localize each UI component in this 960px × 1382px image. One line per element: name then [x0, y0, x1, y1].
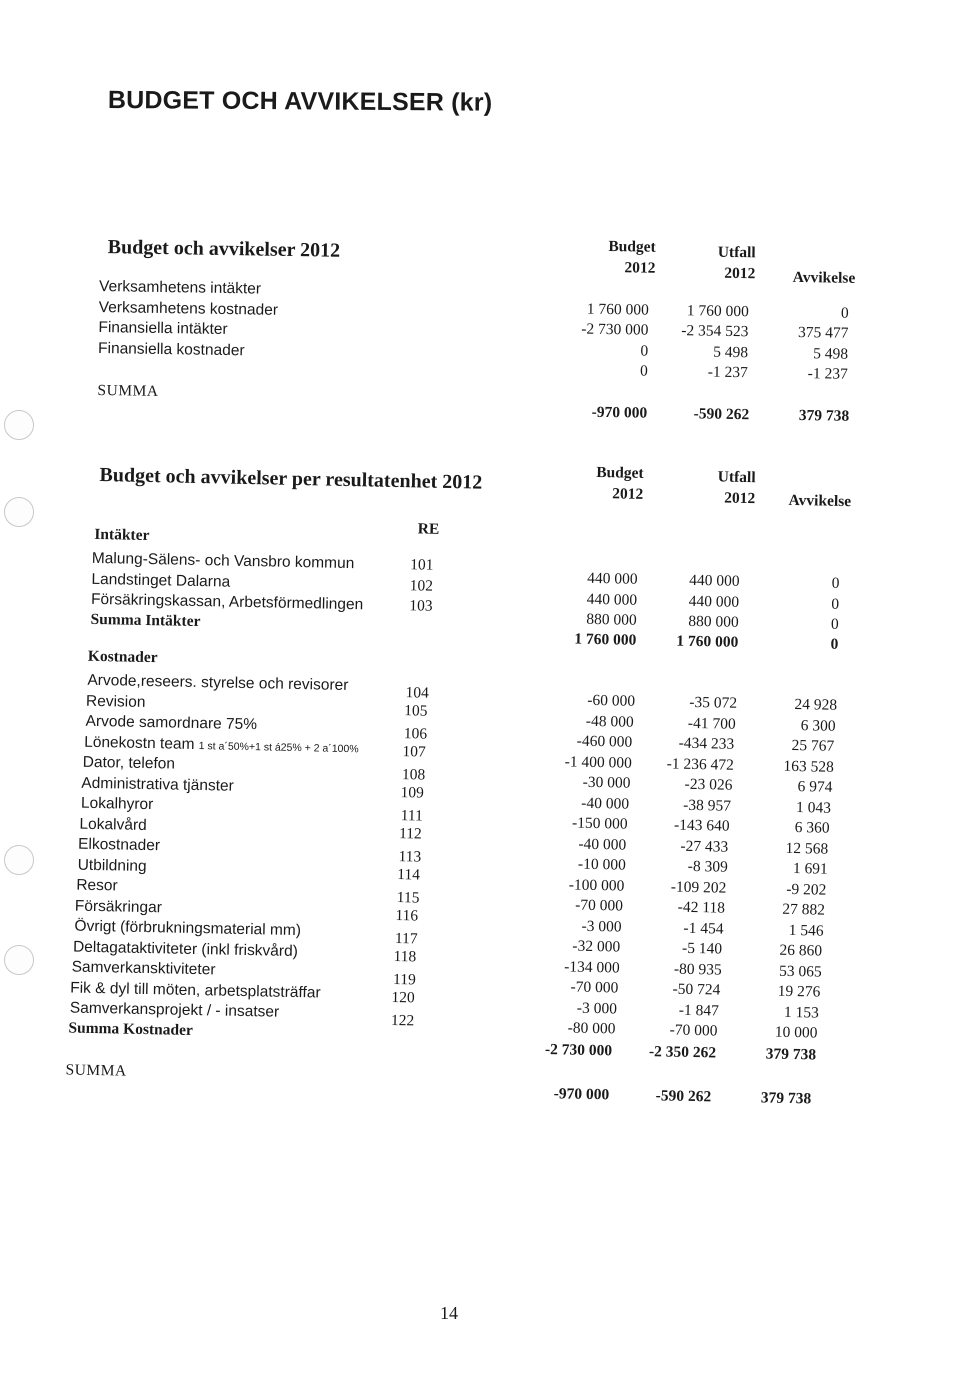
row-budget: -3 000	[576, 999, 618, 1017]
row-budget: -150 000	[571, 814, 628, 833]
row-re: 113	[398, 848, 422, 866]
row-budget: -10 000	[577, 855, 626, 874]
row-label	[75, 897, 162, 917]
income-total-utfall: 1 760 000	[676, 632, 739, 651]
row-budget: 880 000	[586, 610, 637, 629]
row-label: Landstinget Dalarna	[91, 570, 231, 591]
row-label-text: Lokalvård	[79, 815, 147, 834]
row-budget: -48 000	[585, 712, 634, 731]
row-label-text: Arvode,reseers. styrelse och revisorer	[87, 671, 349, 695]
row-utfall: -38 957	[683, 796, 732, 815]
income-header: Intäkter	[94, 525, 150, 545]
detail-total-row	[0, 1060, 948, 1108]
row-avvikelse: 0	[840, 304, 849, 322]
row-label-text: Elkostnader	[77, 835, 161, 855]
row-label	[78, 836, 160, 856]
row-utfall: -8 309	[687, 857, 728, 876]
row-utfall: -42 118	[677, 898, 726, 917]
row-avvikelse: 5 498	[813, 344, 849, 363]
col-avvikelse-header: Avvikelse	[792, 268, 856, 287]
row-utfall: -143 640	[673, 816, 730, 835]
row-re: 119	[392, 970, 416, 989]
row-label: Verksamhetens kostnader	[98, 298, 279, 319]
row-utfall: -2 354 523	[681, 322, 749, 341]
row-label-text: Arvode samordnare 75%	[85, 712, 258, 734]
row-budget: -460 000	[576, 732, 633, 751]
row-re: 115	[396, 889, 420, 907]
row-utfall: -41 700	[687, 714, 736, 733]
binder-hole	[4, 410, 34, 440]
row-avvikelse: 10 000	[774, 1023, 818, 1042]
row-utfall: 5 498	[713, 343, 749, 361]
row-avvikelse: 25 767	[791, 736, 835, 755]
row-re: 104	[405, 684, 430, 702]
row-avvikelse: 163 528	[783, 757, 835, 776]
row-avvikelse: 1 153	[783, 1003, 820, 1022]
row-budget: -1 400 000	[564, 752, 633, 772]
cost-total-budget: -2 730 000	[544, 1041, 613, 1060]
row-re: 109	[400, 783, 425, 802]
row-re: 105	[404, 701, 428, 720]
row-utfall: -35 072	[689, 693, 738, 712]
row-budget: -3 000	[581, 917, 622, 936]
row-label-text: Resor	[76, 876, 118, 895]
row-label	[87, 672, 348, 695]
row-budget: -80 000	[567, 1019, 616, 1038]
row-avvikelse: 1 691	[792, 859, 828, 878]
row-budget: 0	[640, 342, 649, 360]
row-re: 111	[400, 807, 423, 825]
row-utfall: -70 000	[669, 1021, 718, 1040]
row-label	[70, 1000, 280, 1022]
detail-section	[0, 450, 960, 1108]
page-title: BUDGET OCH AVVIKELSER (kr)	[107, 86, 493, 117]
row-label-text: Administrativa tjänster	[81, 774, 234, 795]
row-utfall: -109 202	[670, 878, 727, 897]
row-re: 106	[403, 725, 428, 743]
col-utfall-header: Utfall 2012	[717, 243, 756, 283]
row-label	[74, 918, 301, 941]
row-re: 103	[409, 597, 433, 615]
row-utfall: 440 000	[688, 571, 740, 590]
detail-col-avvikelse-header: Avvikelse	[788, 491, 852, 511]
detail-total-avvikelse: 379 738	[760, 1089, 812, 1108]
row-avvikelse: -9 202	[786, 880, 827, 899]
row-re: 114	[397, 865, 421, 884]
row-re: 116	[395, 906, 419, 924]
row-label-text: Lokalhyror	[80, 794, 154, 814]
row-label-text: Lönekostn team	[84, 733, 195, 753]
row-budget: -40 000	[578, 835, 627, 854]
row-budget: -60 000	[587, 691, 636, 710]
summary-total-label: SUMMA	[97, 381, 159, 400]
cost-header: Kostnader	[87, 647, 158, 667]
row-budget: -134 000	[564, 957, 620, 977]
row-label: Malung-Sälens- och Vansbro kommun	[91, 549, 355, 573]
row-label: Finansiella intäkter	[98, 318, 228, 339]
detail-col-re-header: RE	[417, 520, 440, 538]
summary-rows	[0, 276, 959, 394]
row-re: 107	[402, 742, 426, 761]
row-re: 118	[393, 947, 417, 965]
row-avvikelse: 6 360	[794, 819, 830, 837]
col-budget-header: Budget 2012	[608, 237, 656, 277]
row-avvikelse: 19 276	[777, 982, 821, 1001]
row-avvikelse: 375 477	[797, 323, 849, 342]
row-utfall: -50 724	[672, 980, 721, 999]
income-total-budget: 1 760 000	[574, 630, 637, 649]
row-label: Finansiella kostnader	[97, 339, 245, 359]
row-budget: 440 000	[586, 590, 638, 609]
row-avvikelse: 0	[831, 574, 840, 592]
row-utfall: -23 026	[684, 775, 733, 794]
row-label-text: Utbildning	[77, 856, 147, 875]
cost-rows	[0, 670, 955, 1042]
summary-section	[0, 226, 960, 425]
row-re: 117	[394, 930, 418, 948]
row-avvikelse: 0	[830, 615, 839, 633]
income-total-avvikelse: 0	[830, 635, 839, 653]
row-avvikelse: 6 974	[797, 778, 833, 796]
row-label: Försäkringskassan, Arbetsförmedlingen	[90, 590, 364, 614]
cost-total-label: Summa Kostnader	[68, 1019, 194, 1039]
row-budget: -70 000	[570, 978, 619, 997]
row-avvikelse: 53 065	[778, 962, 822, 981]
row-budget: -40 000	[581, 794, 630, 813]
row-budget: 1 760 000	[586, 300, 649, 319]
row-budget: -30 000	[582, 773, 631, 792]
row-avvikelse: -1 237	[807, 365, 848, 383]
row-avvikelse: 1 043	[795, 798, 832, 817]
row-utfall: -1 236 472	[666, 754, 735, 774]
row-utfall: -1 847	[678, 1001, 720, 1020]
row-re: 120	[391, 988, 415, 1006]
row-utfall: 440 000	[688, 592, 740, 611]
detail-total-utfall: -590 262	[655, 1087, 712, 1106]
row-budget: 440 000	[587, 569, 638, 588]
cost-total-utfall: -2 350 262	[648, 1043, 717, 1062]
row-budget: -2 730 000	[581, 320, 649, 339]
row-label	[85, 713, 257, 734]
income-total-label: Summa Intäkter	[90, 610, 201, 631]
row-budget: -32 000	[572, 937, 621, 956]
row-budget: -100 000	[568, 875, 625, 895]
row-label: Verksamhetens intäkter	[98, 277, 262, 298]
row-label	[86, 692, 146, 711]
row-re: 108	[401, 766, 426, 784]
row-re: 101	[410, 556, 434, 574]
row-label	[83, 754, 176, 774]
row-avvikelse: 27 882	[782, 900, 826, 919]
row-budget: -70 000	[575, 896, 624, 915]
row-label	[70, 979, 321, 1002]
row-utfall: -1 454	[683, 919, 724, 938]
row-label	[71, 959, 215, 980]
row-label	[81, 774, 234, 795]
summary-total-avvikelse: 379 738	[798, 406, 850, 425]
row-label-text: Revision	[85, 692, 146, 711]
summary-total-budget: -970 000	[591, 403, 648, 422]
detail-total-label: SUMMA	[65, 1061, 127, 1080]
row-utfall: 880 000	[688, 612, 739, 631]
row-label	[78, 856, 147, 875]
row-label-text: Dator, telefon	[82, 753, 176, 773]
row-label-text: Deltagataktiviteter (inkl friskvård)	[72, 938, 299, 960]
row-label-text: Samverkansprojekt / - insatser	[69, 999, 280, 1021]
row-label	[73, 938, 298, 961]
detail-total-budget: -970 000	[553, 1085, 610, 1104]
row-label-text: Övrigt (förbrukningsmaterial mm)	[74, 917, 302, 940]
row-label-text: Försäkringar	[74, 897, 163, 916]
detail-col-utfall-header: Utfall 2012	[717, 468, 756, 508]
summary-title: Budget och avvikelser 2012	[107, 236, 341, 262]
row-utfall: -27 433	[680, 837, 729, 856]
row-re: 122	[390, 1011, 415, 1030]
row-budget: 0	[639, 362, 648, 380]
row-utfall: -80 935	[673, 960, 722, 979]
summary-total-utfall: -590 262	[693, 405, 750, 424]
row-utfall: -434 233	[678, 734, 735, 753]
row-utfall: -5 140	[681, 939, 723, 958]
row-label-text: Samverkansktiviteter	[71, 958, 216, 979]
row-avvikelse: 12 568	[785, 839, 829, 858]
row-utfall: -1 237	[707, 363, 748, 382]
row-label-text: Fik & dyl till möten, arbetsplatsträffar	[70, 979, 321, 1002]
row-utfall: 1 760 000	[686, 301, 749, 320]
binder-hole	[4, 497, 34, 527]
row-label	[79, 815, 147, 834]
row-avvikelse: 24 928	[794, 695, 838, 714]
row-avvikelse: 26 860	[779, 941, 823, 960]
row-label	[81, 795, 154, 814]
row-budget	[549, 279, 649, 281]
row-label-note: 1 st a´50%+1 st á25% + 2 a´100%	[198, 739, 359, 755]
row-label	[76, 877, 118, 896]
page-number: 14	[440, 1303, 458, 1323]
row-avvikelse: 1 546	[788, 921, 824, 940]
detail-title: Budget och avvikelser per resultatenhet 2012	[99, 463, 483, 494]
row-re: 112	[398, 824, 422, 843]
row-avvikelse: 6 300	[800, 716, 836, 735]
row-re: 102	[409, 576, 434, 595]
cost-total-avvikelse: 379 738	[765, 1045, 817, 1064]
detail-col-budget-header: Budget 2012	[596, 463, 644, 503]
row-avvikelse: 0	[831, 595, 840, 613]
